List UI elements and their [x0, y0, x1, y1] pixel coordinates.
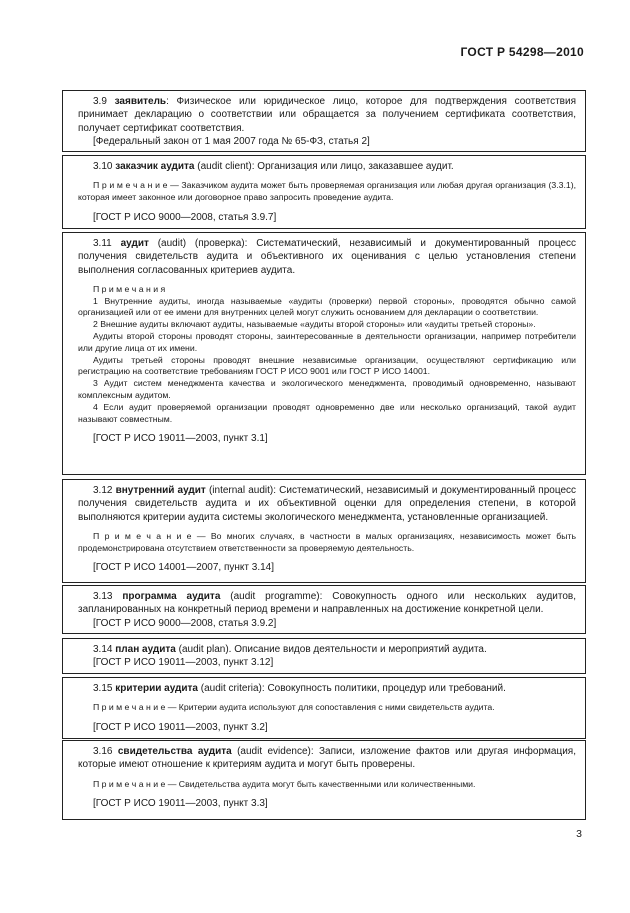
note-item: Аудиты третьей стороны проводят внешние независимые организации, осуществляют сертификацию или регистрацию на соответствие требованиям ГОСТ Р ИСО 9001 или ГОСТ Р ИСО 14001. [78, 354, 576, 377]
term-english: (audit client) [194, 161, 252, 172]
term-number: 3.11 [93, 238, 112, 249]
source-3-12: [ГОСТ Р ИСО 14001—2007, пункт 3.14] [93, 562, 275, 574]
source-3-14: [ГОСТ Р ИСО 19011—2003, пункт 3.12] [93, 657, 274, 669]
term-number: 3.9 [93, 96, 107, 107]
note-3-10 [78, 180, 576, 204]
term-name: план аудита [115, 644, 176, 655]
term-definition: : Физическое или юридическое лицо, которое для подтверждения соответствия принимает декларацию о соответствии или обращается за получением сертификата соответствия, получает сертификат соответствия. [78, 96, 577, 134]
term-name: внутренний аудит [115, 485, 206, 496]
source-3-16: [ГОСТ Р ИСО 19011—2003, пункт 3.3] [93, 798, 268, 810]
term-number: 3.14 [93, 644, 113, 655]
definition-3-15 [78, 682, 576, 695]
term-definition: : Записи, изложение фактов или другая информация, которые имеют отношение к критериям аудита и могут быть проверены. [78, 746, 576, 771]
term-box-3-11 [62, 232, 586, 475]
note-text: — Заказчиком аудита может быть проверяемая организация или любая другая организация (3.3.1), которая имеет законное или договорное право запросить проведение аудита. [78, 180, 576, 203]
source-3-13: [ГОСТ Р ИСО 9000—2008, статья 3.9.2] [93, 617, 277, 629]
term-english: (audit programme) [220, 591, 320, 602]
term-name: аудит [120, 238, 149, 249]
note-3-16 [78, 779, 576, 791]
note-item: 2 Внешние аудиты включают аудиты, называемые «аудиты второй стороны» или «аудиты третьей стороны». [93, 319, 536, 330]
term-number: 3.13 [93, 591, 113, 602]
term-box-3-16 [62, 740, 586, 820]
source-3-11: [ГОСТ Р ИСО 19011—2003, пункт 3.1] [93, 433, 268, 445]
definition-3-10 [78, 160, 576, 173]
definition-3-9 [78, 95, 576, 135]
term-english: (audit evidence) [231, 746, 311, 757]
note-item: Аудиты второй стороны проводят стороны, заинтересованные в деятельности организации, например потребители или другие лица от их имени. [78, 331, 576, 353]
term-definition: . Описание видов деятельности и мероприятий аудита. [228, 644, 487, 655]
page-number: 3 [576, 828, 582, 840]
note-label: П р и м е ч а н и е [93, 702, 166, 713]
definition-3-11 [78, 237, 576, 277]
note-item: 4 Если аудит проверяемой организации проводят одновременно две или несколько организаций, такой аудит называют совместным. [78, 401, 576, 424]
term-number: 3.16 [93, 746, 113, 757]
term-definition: : Совокупность одного или нескольких аудитов, запланированных на конкретный период времени и направленных на достижение конкретной цели. [78, 591, 576, 616]
term-box-3-9 [62, 90, 586, 152]
term-definition: : Организация или лицо, заказавшее аудит. [251, 161, 454, 172]
term-box-3-10 [62, 155, 586, 229]
source-3-9: [Федеральный закон от 1 мая 2007 года № 65-ФЗ, статья 2] [93, 135, 370, 147]
definition-3-12 [78, 484, 576, 524]
term-name: критерии аудита [115, 683, 198, 694]
term-definition: : Совокупность политики, процедур или требований. [261, 683, 506, 694]
term-number: 3.12 [93, 485, 113, 496]
note-label: П р и м е ч а н и е [93, 530, 192, 541]
definition-3-16 [78, 745, 576, 772]
term-definition: : Систематический, независимый и документированный процесс получения свидетельств аудита и их объективной оценки для определения степени, в которой выполняются критерии аудита системы экологического менеджмента, установленные организацией. [78, 485, 577, 523]
source-3-15: [ГОСТ Р ИСО 19011—2003, пункт 3.2] [93, 722, 268, 734]
term-box-3-15 [62, 677, 586, 739]
note-3-12 [78, 531, 576, 555]
note-text: — Во многих случаях, в частности в малых организациях, независимость может быть продемонстрирована отсутствием ответственности за проверяемую деятельность. [78, 530, 576, 553]
term-english: (audit plan) [175, 644, 229, 655]
source-3-10: [ГОСТ Р ИСО 9000—2008, статья 3.9.7] [93, 211, 277, 223]
term-definition: : Систематический, независимый и документированный процесс получения свидетельств аудита и объективного их оценивания с целью установления степени выполнения согласованных критериев аудита. [78, 238, 577, 276]
term-name: программа аудита [122, 591, 221, 602]
definition-3-13 [78, 590, 576, 617]
term-name: заказчик аудита [115, 161, 195, 172]
term-english: (audit criteria) [197, 683, 262, 694]
note-item: 3 Аудит систем менеджмента качества и экологического менеджмента, проводимый одновременно, называют комплексным аудитом. [78, 378, 576, 401]
term-name: заявитель [114, 96, 167, 107]
standard-header: ГОСТ Р 54298—2010 [460, 45, 584, 59]
term-box-3-13 [62, 585, 586, 634]
note-text: — Критерии аудита используют для сопоставления с ними свидетельств аудита. [165, 702, 495, 713]
term-box-3-12 [62, 479, 586, 583]
term-name: свидетельства аудита [117, 746, 232, 757]
note-text: — Свидетельства аудита могут быть качественными или количественными. [165, 778, 476, 789]
notes-label-3-11: П р и м е ч а н и я [93, 283, 166, 294]
note-item: 1 Внутренние аудиты, иногда называемые «аудиты (проверки) первой стороны», проводятся обычно самой организацией или от ее имени для внутренних целей могут служить основанием для декларации о соответствии. [78, 295, 576, 318]
note-3-15 [78, 702, 576, 714]
term-english: (audit) (проверка) [148, 238, 245, 249]
term-number: 3.10 [93, 161, 113, 172]
definition-3-14 [78, 643, 576, 656]
term-number: 3.15 [93, 683, 113, 694]
term-box-3-14 [62, 638, 586, 674]
term-english: (internal audit) [205, 485, 274, 496]
note-label: П р и м е ч а н и е [93, 180, 168, 191]
note-label: П р и м е ч а н и е [93, 778, 166, 789]
